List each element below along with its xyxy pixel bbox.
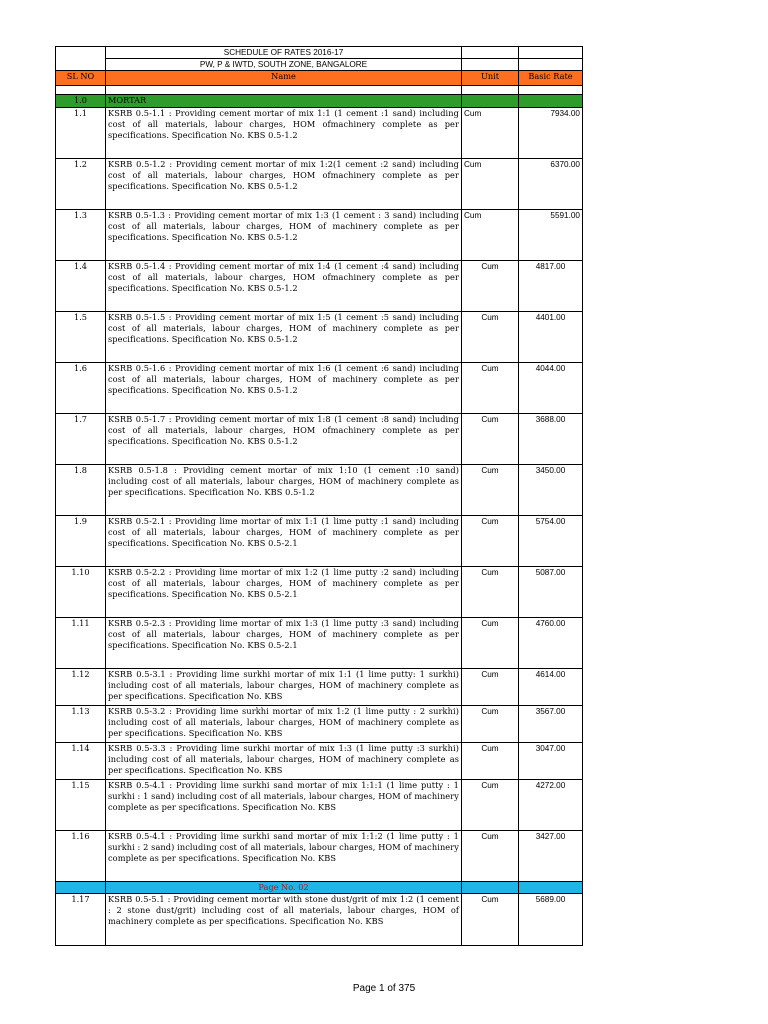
item-description: KSRB 0.5-2.3 : Providing lime mortar of mix 1:3 (1 lime putty :3 sand) including cost of all materials, labour charges, HOM of machinery complete as per specifications. Specification No. KBS 0.5-2.1 <box>106 618 462 669</box>
item-description: KSRB 0.5-3.1 : Providing lime surkhi mortar of mix 1:1 (1 lime putty: 1 surkhi) including cost of all materials, labour charges, HOM of machinery complete as per specifications. Specification No. KBS <box>106 669 462 706</box>
item-unit: Cum <box>462 465 519 516</box>
item-basic-rate: 4614.00 <box>519 669 583 706</box>
col-header-rate: Basic Rate <box>519 71 583 86</box>
section-row <box>56 95 583 108</box>
item-description: KSRB 0.5-1.5 : Providing cement mortar of mix 1:5 (1 cement :5 sand) including cost of all materials, labour charges, HOM of machinery complete as per specifications. Specification No. KBS 0.5-1.2 <box>106 312 462 363</box>
item-sl-no: 1.7 <box>56 414 106 465</box>
item-sl-no: 1.16 <box>56 831 106 882</box>
item-row <box>56 363 583 414</box>
page-footer: Page 1 of 375 <box>352 983 416 994</box>
spacer-row <box>56 86 583 95</box>
item-row <box>56 261 583 312</box>
item-basic-rate: 4817.00 <box>519 261 583 312</box>
item-unit: Cum <box>462 894 519 946</box>
item-description: KSRB 0.5-1.8 : Providing cement mortar of mix 1:10 (1 cement :10 sand) including cost of all materials, labour charges, HOM of machinery complete as per specifications. Specification No. KBS 0.5-1.2 <box>106 465 462 516</box>
department-title: PW, P & IWTD, SOUTH ZONE, BANGALORE <box>106 59 462 71</box>
item-basic-rate: 3047.00 <box>519 743 583 780</box>
item-unit: Cum <box>462 159 519 210</box>
empty-cell <box>462 47 519 59</box>
col-header-unit: Unit <box>462 71 519 86</box>
section-name: MORTAR <box>106 95 462 108</box>
item-sl-no: 1.5 <box>56 312 106 363</box>
col-header-sl: SL NO <box>56 71 106 86</box>
item-row <box>56 706 583 743</box>
item-basic-rate: 5591.00 <box>519 210 583 261</box>
item-sl-no: 1.17 <box>56 894 106 946</box>
item-unit: Cum <box>462 780 519 831</box>
item-basic-rate: 5689.00 <box>519 894 583 946</box>
item-sl-no: 1.10 <box>56 567 106 618</box>
item-unit: Cum <box>462 516 519 567</box>
section-number: 1.0 <box>56 95 106 108</box>
item-sl-no: 1.9 <box>56 516 106 567</box>
empty-cell <box>462 59 519 71</box>
item-unit: Cum <box>462 669 519 706</box>
item-description: KSRB 0.5-2.1 : Providing lime mortar of mix 1:1 (1 lime putty :1 sand) including cost of all materials, labour charges, HOM of machinery complete as per specifications. Specification No. KBS 0.5-2.1 <box>106 516 462 567</box>
item-sl-no: 1.14 <box>56 743 106 780</box>
item-description: KSRB 0.5-3.3 : Providing lime surkhi mortar of mix 1:3 (1 lime putty :3 surkhi) including cost of all materials, labour charges, HOM of machinery complete as per specifications. Specification No. KBS <box>106 743 462 780</box>
empty-cell <box>519 47 583 59</box>
item-sl-no: 1.6 <box>56 363 106 414</box>
item-description: KSRB 0.5-4.1 : Providing lime surkhi sand mortar of mix 1:1:1 (1 lime putty : 1 surkhi : 1 sand) including cost of all materials, labour charges, HOM of machinery complete as per specifications. Specification No. KBS <box>106 780 462 831</box>
item-row <box>56 108 583 159</box>
item-basic-rate: 3567.00 <box>519 706 583 743</box>
item-description: KSRB 0.5-1.3 : Providing cement mortar of mix 1:3 (1 cement : 3 sand) including cost of all materials, labour charges, HOM of machinery complete as per specifications. Specification No. KBS 0.5-1.2 <box>106 210 462 261</box>
item-sl-no: 1.12 <box>56 669 106 706</box>
item-unit: Cum <box>462 618 519 669</box>
col-header-name: Name <box>106 71 462 86</box>
item-row <box>56 567 583 618</box>
item-sl-no: 1.8 <box>56 465 106 516</box>
item-description: KSRB 0.5-2.2 : Providing lime mortar of mix 1:2 (1 lime putty :2 sand) including cost of all materials, labour charges, HOM of machinery complete as per specifications. Specification No. KBS 0.5-2.1 <box>106 567 462 618</box>
item-sl-no: 1.1 <box>56 108 106 159</box>
item-row <box>56 618 583 669</box>
item-unit: Cum <box>462 210 519 261</box>
item-sl-no: 1.13 <box>56 706 106 743</box>
item-unit: Cum <box>462 706 519 743</box>
item-basic-rate: 4401.00 <box>519 312 583 363</box>
item-basic-rate: 3688.00 <box>519 414 583 465</box>
page-marker-row <box>56 882 583 894</box>
rates-table <box>55 46 583 946</box>
item-basic-rate: 6370.00 <box>519 159 583 210</box>
item-basic-rate: 7934.00 <box>519 108 583 159</box>
item-unit: Cum <box>462 108 519 159</box>
item-row <box>56 780 583 831</box>
item-sl-no: 1.15 <box>56 780 106 831</box>
item-unit: Cum <box>462 312 519 363</box>
item-description: KSRB 0.5-4.1 : Providing lime surkhi sand mortar of mix 1:1:2 (1 lime putty : 1 surkhi : 2 sand) including cost of all materials, labour charges, HOM of machinery complete as per specifications. Specification No. KBS <box>106 831 462 882</box>
item-sl-no: 1.2 <box>56 159 106 210</box>
item-basic-rate: 3427.00 <box>519 831 583 882</box>
item-description: KSRB 0.5-1.6 : Providing cement mortar of mix 1:6 (1 cement :6 sand) including cost of all materials, labour charges, HOM of machinery complete as per specifications. Specification No. KBS 0.5-1.2 <box>106 363 462 414</box>
item-description: KSRB 0.5-1.2 : Providing cement mortar of mix 1:2(1 cement :2 sand) including cost of all materials, labour charges, HOM ofmachinery complete as per specifications. Specification No. KBS 0.5-1.2 <box>106 159 462 210</box>
corner-cell <box>56 47 106 71</box>
item-description: KSRB 0.5-1.7 : Providing cement mortar of mix 1:8 (1 cement :8 sand) including cost of all materials, labour charges, HOM ofmachinery complete as per specifications. Specification No. KBS 0.5-1.2 <box>106 414 462 465</box>
item-row <box>56 465 583 516</box>
item-row <box>56 414 583 465</box>
item-basic-rate: 4044.00 <box>519 363 583 414</box>
item-basic-rate: 5087.00 <box>519 567 583 618</box>
schedule-title: SCHEDULE OF RATES 2016-17 <box>106 47 462 59</box>
item-sl-no: 1.3 <box>56 210 106 261</box>
column-header-row <box>56 71 583 86</box>
item-row <box>56 894 583 946</box>
item-row <box>56 831 583 882</box>
item-description: KSRB 0.5-1.4 : Providing cement mortar of mix 1:4 (1 cement :4 sand) including cost of all materials, labour charges, HOM ofmachinery complete as per specifications. Specification No. KBS 0.5-1.2 <box>106 261 462 312</box>
item-row <box>56 312 583 363</box>
item-description: KSRB 0.5-3.2 : Providing lime surkhi mortar of mix 1:2 (1 lime putty : 2 surkhi) including cost of all materials, labour charges, HOM of machinery complete as per specifications. Specification No. KBS <box>106 706 462 743</box>
item-row <box>56 516 583 567</box>
item-description: KSRB 0.5-5.1 : Providing cement mortar with stone dust/grit of mix 1:2 (1 cement : 2 stone dust/grit) including cost of all materials, labour charges, HOM of machinery complete as per specifications. Specification No. KBS <box>106 894 462 946</box>
item-unit: Cum <box>462 261 519 312</box>
item-unit: Cum <box>462 743 519 780</box>
page-marker: Page No. 02 <box>106 882 462 894</box>
item-unit: Cum <box>462 567 519 618</box>
item-unit: Cum <box>462 414 519 465</box>
item-row <box>56 669 583 706</box>
empty-cell <box>519 59 583 71</box>
item-basic-rate: 3450.00 <box>519 465 583 516</box>
item-description: KSRB 0.5-1.1 : Providing cement mortar of mix 1:1 (1 cement :1 sand) including cost of all materials, labour charges, HOM ofmachinery complete as per specifications. Specification No. KBS 0.5-1.2 <box>106 108 462 159</box>
item-basic-rate: 5754.00 <box>519 516 583 567</box>
item-row <box>56 210 583 261</box>
item-sl-no: 1.4 <box>56 261 106 312</box>
item-unit: Cum <box>462 831 519 882</box>
item-row <box>56 159 583 210</box>
item-row <box>56 743 583 780</box>
item-basic-rate: 4272.00 <box>519 780 583 831</box>
item-unit: Cum <box>462 363 519 414</box>
item-basic-rate: 4760.00 <box>519 618 583 669</box>
item-sl-no: 1.11 <box>56 618 106 669</box>
